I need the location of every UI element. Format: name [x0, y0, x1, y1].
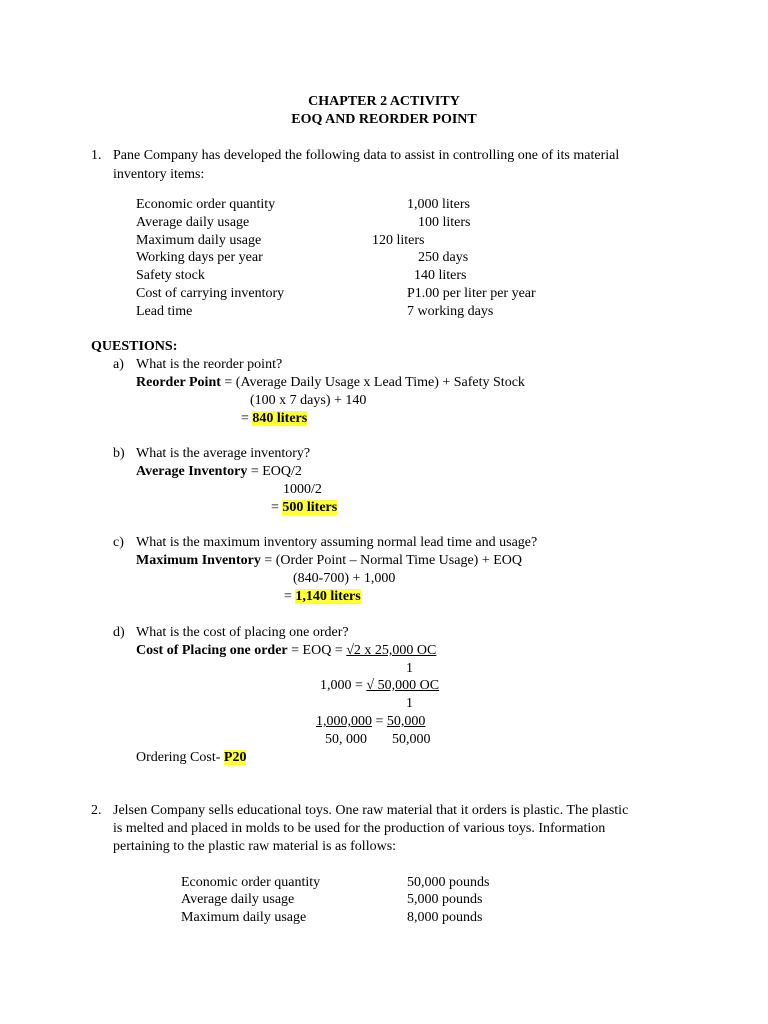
problem-2-intro-line-3: pertaining to the plastic raw material is as follows: [113, 839, 397, 854]
formula-expression: = EOQ/2 [247, 464, 302, 479]
question-d-marker: d) [113, 625, 125, 640]
data-label: Safety stock [136, 268, 205, 283]
formula-term: Maximum Inventory [136, 553, 261, 568]
chapter-title: CHAPTER 2 ACTIVITY [308, 94, 460, 109]
step-prefix: 1,000 = [320, 678, 367, 693]
question-a-text: What is the reorder point? [136, 357, 283, 372]
right-numerator: 50,000 [386, 714, 426, 729]
problem-2-number: 2. [91, 803, 102, 818]
formula-term: Average Inventory [136, 464, 248, 479]
data-label: Maximum daily usage [136, 233, 262, 248]
step-denominator: 1 [406, 696, 413, 711]
problem-2-intro-line-1: Jelsen Company sells educational toys. One raw material that it orders is plastic. The plastic [113, 803, 629, 818]
equals-sign: = [284, 589, 296, 604]
ordering-cost-result [136, 749, 246, 767]
question-c-marker: c) [113, 535, 124, 550]
data-label: Cost of carrying inventory [136, 286, 285, 301]
average-inventory-result [271, 499, 337, 517]
maximum-inventory-step: (840-700) + 1,000 [293, 571, 396, 586]
maximum-inventory-formula [136, 552, 522, 570]
average-inventory-formula [136, 463, 302, 481]
data-value: 5,000 pounds [407, 892, 483, 907]
question-d-text: What is the cost of placing one order? [136, 625, 349, 640]
chapter-subtitle: EOQ AND REORDER POINT [291, 112, 477, 127]
data-value: 120 liters [372, 233, 425, 248]
question-c-text: What is the maximum inventory assuming normal lead time and usage? [136, 535, 538, 550]
result-label: Ordering Cost- [136, 750, 224, 765]
formula-expression: = (Average Daily Usage x Lead Time) + Safety Stock [220, 375, 525, 390]
data-value: 100 liters [418, 215, 471, 230]
data-value: 1,000 liters [407, 197, 470, 212]
data-label: Average daily usage [181, 892, 295, 907]
data-value: P1.00 per liter per year [407, 286, 536, 301]
data-value: 50,000 pounds [407, 875, 490, 890]
data-label: Economic order quantity [181, 875, 321, 890]
formula-numerator: √2 x 25,000 OC [346, 643, 437, 658]
problem-1-intro-line-1: Pane Company has developed the following data to assist in controlling one of its material [113, 148, 620, 163]
left-denominator: 50, 000 [325, 732, 367, 747]
highlighted-answer: 500 liters [282, 500, 338, 515]
data-value: 8,000 pounds [407, 910, 483, 925]
ordering-cost-step-2 [320, 677, 439, 695]
step-numerator: √ 50,000 OC [366, 678, 440, 693]
questions-heading: QUESTIONS: [91, 339, 178, 354]
maximum-inventory-result [284, 588, 361, 606]
highlighted-answer: P20 [223, 750, 247, 765]
equals-sign: = [372, 714, 387, 729]
formula-expression: = (Order Point – Normal Time Usage) + EOQ [260, 553, 522, 568]
data-label: Economic order quantity [136, 197, 276, 212]
data-value: 7 working days [407, 304, 494, 319]
left-numerator: 1,000,000 [316, 714, 372, 729]
average-inventory-step: 1000/2 [283, 482, 322, 497]
data-value: 140 liters [414, 268, 467, 283]
data-label: Lead time [136, 304, 193, 319]
data-label: Maximum daily usage [181, 910, 307, 925]
data-label: Average daily usage [136, 215, 250, 230]
formula-expression: = EOQ = [287, 643, 347, 658]
equals-sign: = [241, 411, 253, 426]
formula-term: Cost of Placing one order [136, 643, 288, 658]
formula-term: Reorder Point [136, 375, 221, 390]
problem-1-number: 1. [91, 148, 102, 163]
data-value: 250 days [418, 250, 469, 265]
question-b-marker: b) [113, 446, 125, 461]
formula-denominator: 1 [406, 661, 413, 676]
reorder-point-step: (100 x 7 days) + 140 [250, 393, 367, 408]
right-denominator: 50,000 [392, 732, 431, 747]
question-b-text: What is the average inventory? [136, 446, 311, 461]
ordering-cost-step-3 [316, 713, 425, 731]
highlighted-answer: 1,140 liters [295, 589, 361, 604]
data-label: Working days per year [136, 250, 263, 265]
problem-1-intro-line-2: inventory items: [113, 167, 205, 182]
reorder-point-formula [136, 374, 525, 392]
reorder-point-result [241, 410, 307, 428]
highlighted-answer: 840 liters [252, 411, 308, 426]
question-a-marker: a) [113, 357, 124, 372]
ordering-cost-formula [136, 642, 436, 660]
equals-sign: = [271, 500, 283, 515]
problem-2-intro-line-2: is melted and placed in molds to be used for the production of various toys. Information [113, 821, 606, 836]
